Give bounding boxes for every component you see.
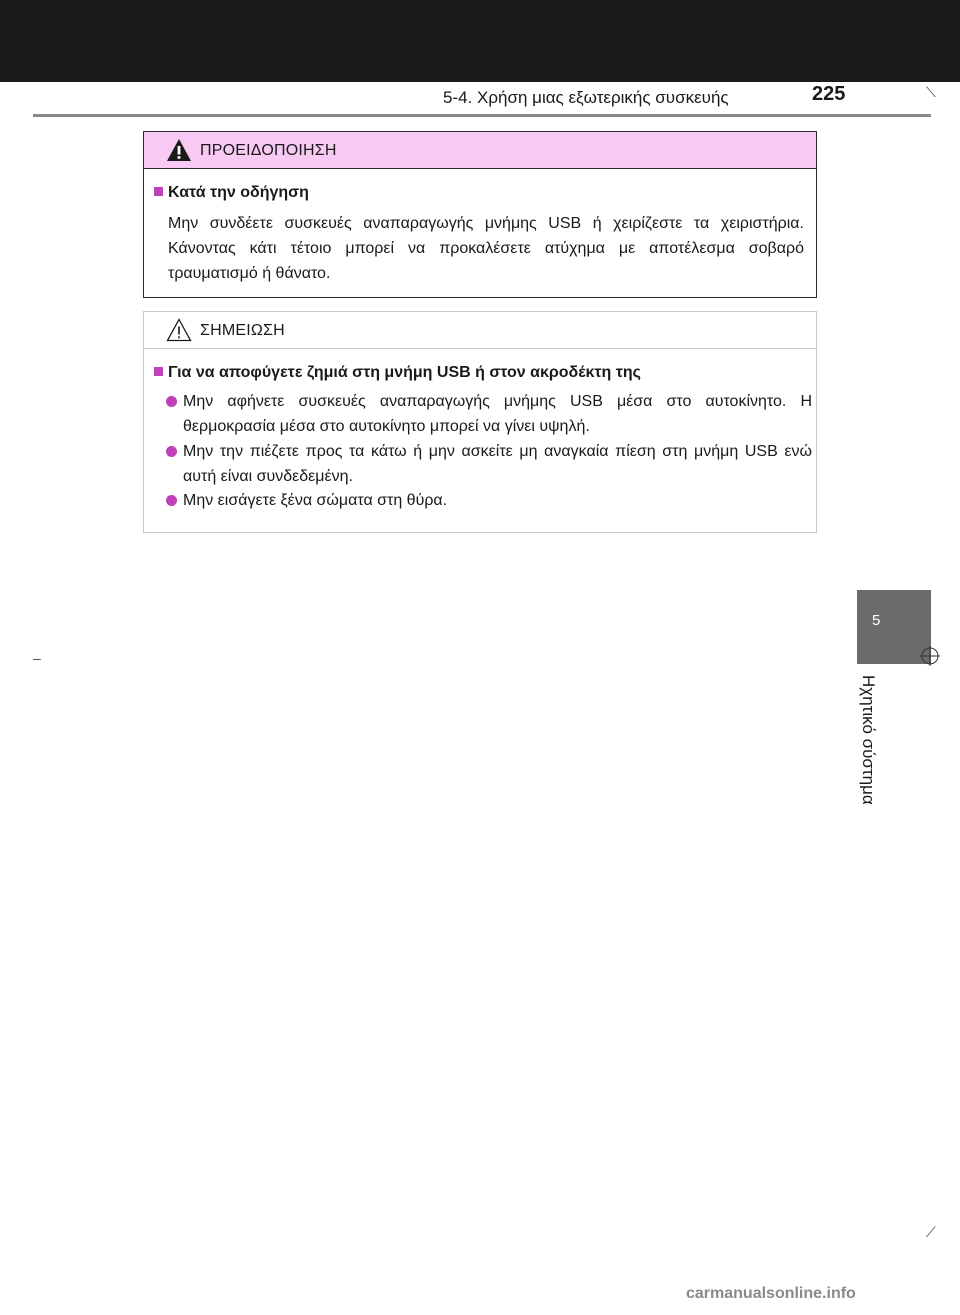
header-rule: [33, 114, 931, 117]
chapter-label: Ηχητικό σύστημα: [859, 675, 878, 805]
note-list-item: [166, 488, 812, 513]
round-bullet-icon: [166, 495, 177, 506]
note-subheading: [154, 364, 641, 382]
note-title: ΣΗΜΕΙΩΣΗ: [200, 322, 285, 339]
warning-box: [143, 131, 817, 298]
round-bullet-icon: [166, 446, 177, 457]
note-list-item: [166, 439, 812, 489]
square-bullet-icon: [154, 187, 163, 196]
warning-header: [144, 132, 816, 169]
crop-mark-left: –: [33, 650, 41, 666]
crop-mark-bottom-right: ⟋: [926, 1224, 936, 1240]
note-item-text: Μην εισάγετε ξένα σώματα στη θύρα.: [183, 492, 448, 509]
round-bullet-icon: [166, 396, 177, 407]
note-box: [143, 311, 817, 533]
note-subheading-text: Για να αποφύγετε ζημιά στη μνήμη USB ή στον ακροδέκτη της: [168, 364, 641, 381]
note-list-item: [166, 389, 812, 439]
warning-subheading-text: Κατά την οδήγηση: [168, 184, 309, 201]
chapter-number: 5: [872, 612, 881, 629]
warning-triangle-icon: [166, 138, 192, 162]
warning-text: Μην συνδέετε συσκευές αναπαραγωγής μνήμης USB ή χειρίζεστε τα χειριστήρια. Κάνοντας κάτι τέτοιο μπορεί να προκαλέσετε ατύχημα με αποτέλεσμα σοβαρό τραυματισμό ή θάνατο.: [168, 215, 804, 282]
page-number: 225: [812, 83, 846, 105]
caution-outline-icon: [166, 318, 192, 342]
crop-mark-top-right: ⟍: [926, 84, 936, 100]
square-bullet-icon: [154, 367, 163, 376]
note-header: [144, 312, 816, 349]
registration-mark-icon: [920, 646, 940, 666]
note-item-text: Μην αφήνετε συσκευές αναπαραγωγής μνήμης USB μέσα στο αυτοκίνητο. Η θερμοκρασία μέσα στο αυτοκίνητο μπορεί να γίνει υψηλή.: [183, 393, 812, 435]
section-title: 5-4. Χρήση μιας εξωτερικής συσκευής: [443, 88, 729, 107]
note-item-text: Μην την πιέζετε προς τα κάτω ή μην ασκείτε μη αναγκαία πίεση στη μνήμη USB ενώ αυτή είναι συνδεδεμένη.: [183, 443, 812, 485]
top-black-bar: [0, 0, 960, 82]
warning-subheading: [154, 184, 309, 202]
watermark: carmanualsonline.info: [686, 1285, 856, 1302]
warning-title: ΠΡΟΕΙΔΟΠΟΙΗΣΗ: [200, 142, 337, 159]
